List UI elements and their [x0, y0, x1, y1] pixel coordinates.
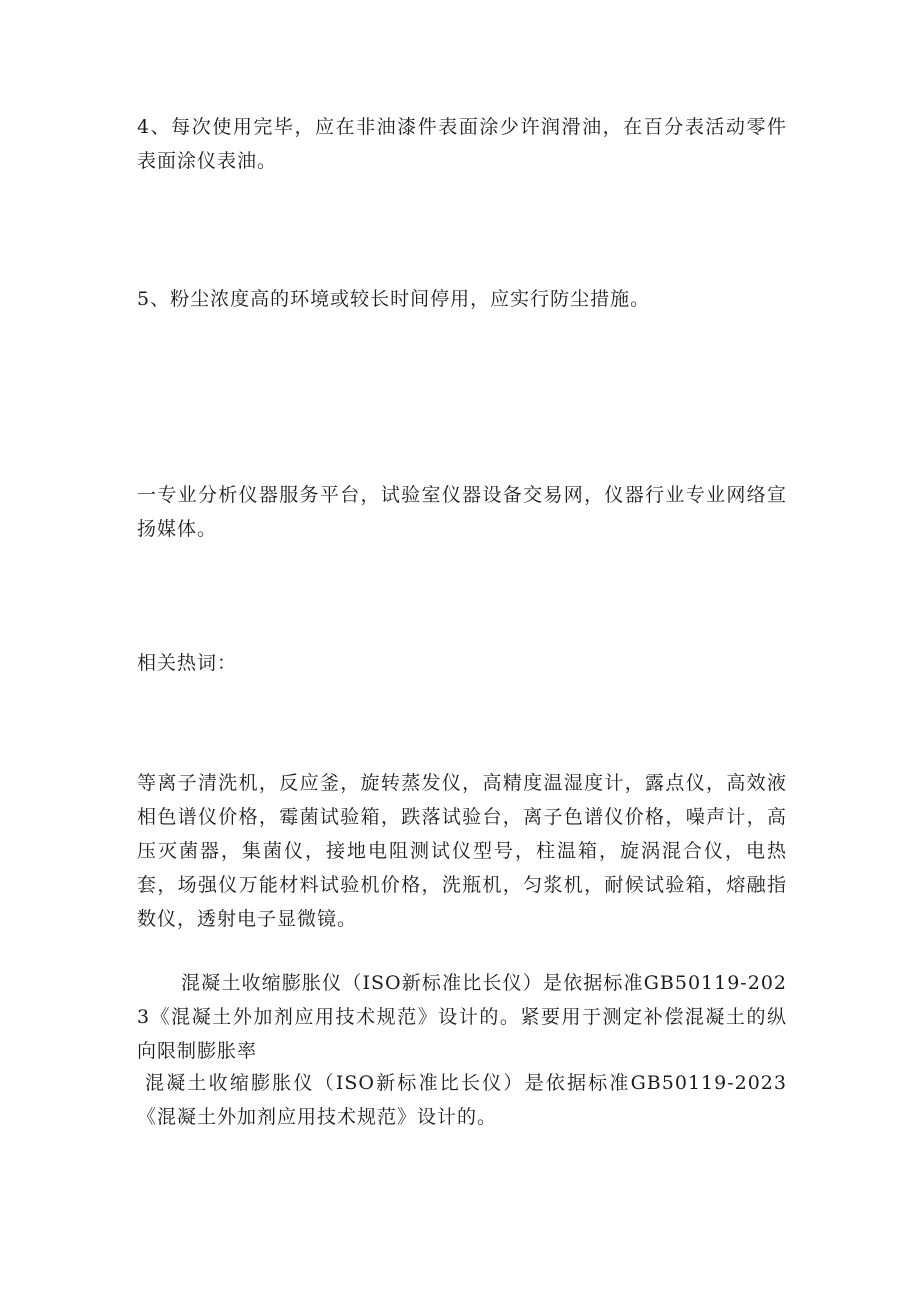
platform-description: 一专业分析仪器服务平台，试验室仪器设备交易网，仪器行业专业网络宣扬媒体。 — [137, 484, 787, 540]
product-intro-repeat: 混凝土收缩膨胀仪（ISO新标准比长仪）是依据标准GB50119-2023《混凝土外加剂应用技术规范》设计的。 — [137, 1072, 787, 1128]
hot-words-label: 相关热词： — [137, 652, 238, 674]
product-intro-paragraph: 混凝土收缩膨胀仪（ISO新标准比长仪）是依据标准GB50119-2023《混凝土外加剂应用技术规范》设计的。紧要用于测定补偿混凝土的纵向限制膨胀率 — [137, 972, 787, 1062]
maintenance-item-4: 4、每次使用完毕，应在非油漆件表面涂少许润滑油，在百分表活动零件表面涂仪表油。 — [137, 116, 787, 172]
hot-words-list: 等离子清洗机，反应釜，旋转蒸发仪，高精度温湿度计，露点仪，高效液相色谱仪价格，霉菌试验箱，跌落试验台，离子色谱仪价格，噪声计，高压灭菌器，集菌仪，接地电阻测试仪型号，柱温箱，旋涡混合仪，电热套，场强仪万能材料试验机价格，洗瓶机，匀浆机，耐候试验箱，熔融指数仪，透射电子显微镜。 — [137, 772, 787, 930]
maintenance-item-5: 5、粉尘浓度高的环境或较长时间停用，应实行防尘措施。 — [137, 288, 651, 310]
